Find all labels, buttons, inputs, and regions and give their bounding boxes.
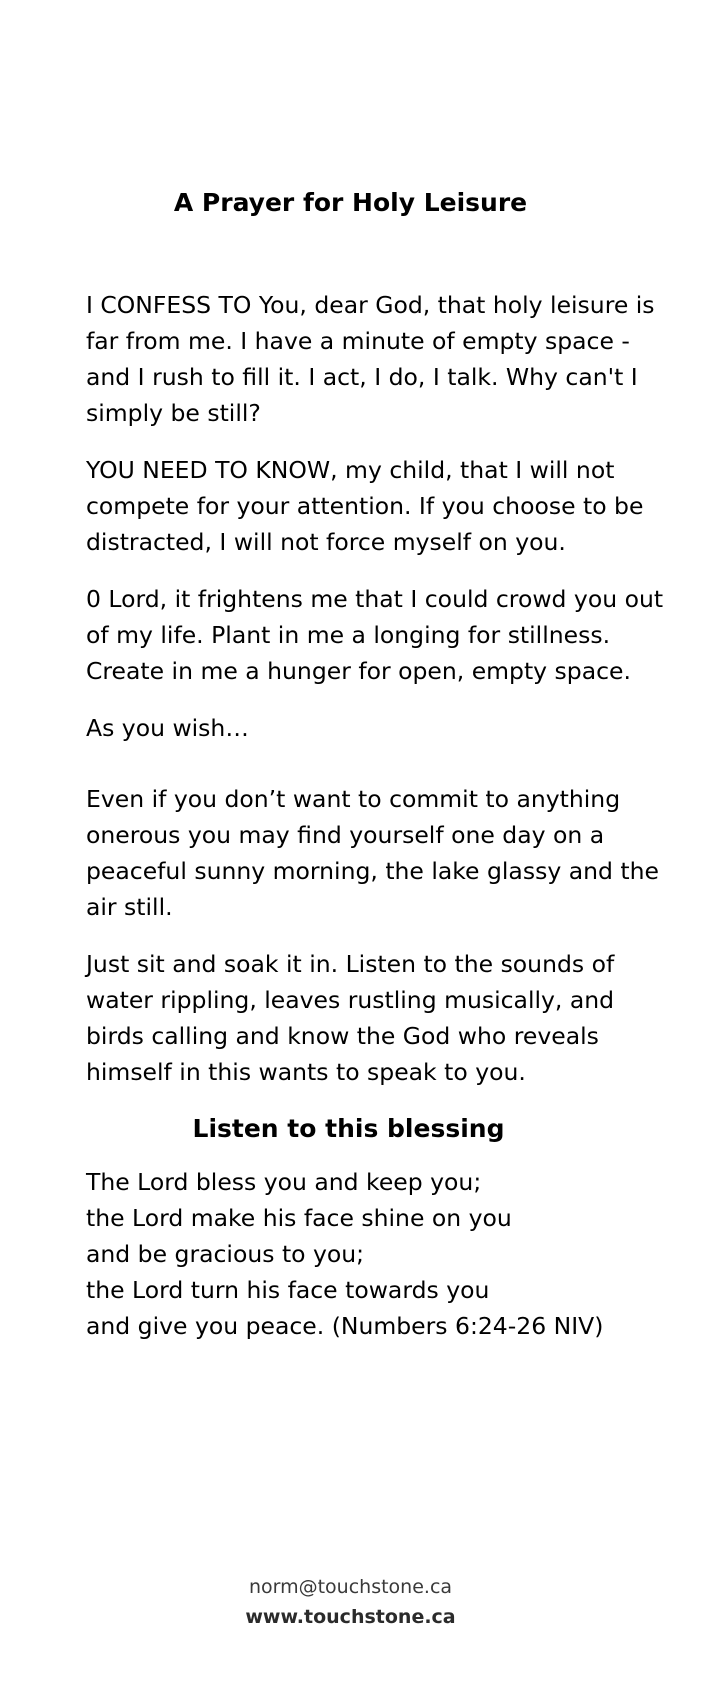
blessing-line: the Lord make his face shine on you xyxy=(86,1204,512,1232)
blessing-line: the Lord turn his face towards you xyxy=(86,1276,490,1304)
paragraph-plea: 0 Lord, it frightens me that I could crowd you out of my life. Plant in me a longing for stillness. Create in me a hunger for open, empty space. xyxy=(86,585,664,685)
document-body xyxy=(86,287,666,1344)
paragraph-morning: Even if you don’t want to commit to anything onerous you may find yourself one day on a peaceful sunny morning, the lake glassy and the air still. xyxy=(86,785,659,921)
blessing-heading: Listen to this blessing xyxy=(192,1114,505,1143)
page-title: A Prayer for Holy Leisure xyxy=(173,188,528,217)
paragraph-response: YOU NEED TO KNOW, my child, that I will not compete for your attention. If you choose to be distracted, I will not force myself on you. xyxy=(86,456,644,556)
footer-website: www.touchstone.ca xyxy=(245,1606,456,1628)
paragraph-confession: I CONFESS TO You, dear God, that holy leisure is far from me. I have a minute of empty space -and I rush to fill it. I act, I do, I talk. Why can't I simply be still? xyxy=(86,291,655,427)
footer xyxy=(0,1572,701,1632)
paragraph-as-you-wish: As you wish… xyxy=(86,714,249,742)
footer-email: norm@touchstone.ca xyxy=(248,1576,453,1598)
paragraph-listen: Just sit and soak it in. Listen to the sounds of water rippling, leaves rustling musically, and birds calling and know the God who reveals himself in this wants to speak to you. xyxy=(86,950,615,1086)
blessing-line: and give you peace. (Numbers 6:24-26 NIV) xyxy=(86,1312,604,1340)
blessing-text xyxy=(86,1164,666,1344)
blessing-line: The Lord bless you and keep you; xyxy=(86,1168,482,1196)
blessing-line: and be gracious to you; xyxy=(86,1240,365,1268)
